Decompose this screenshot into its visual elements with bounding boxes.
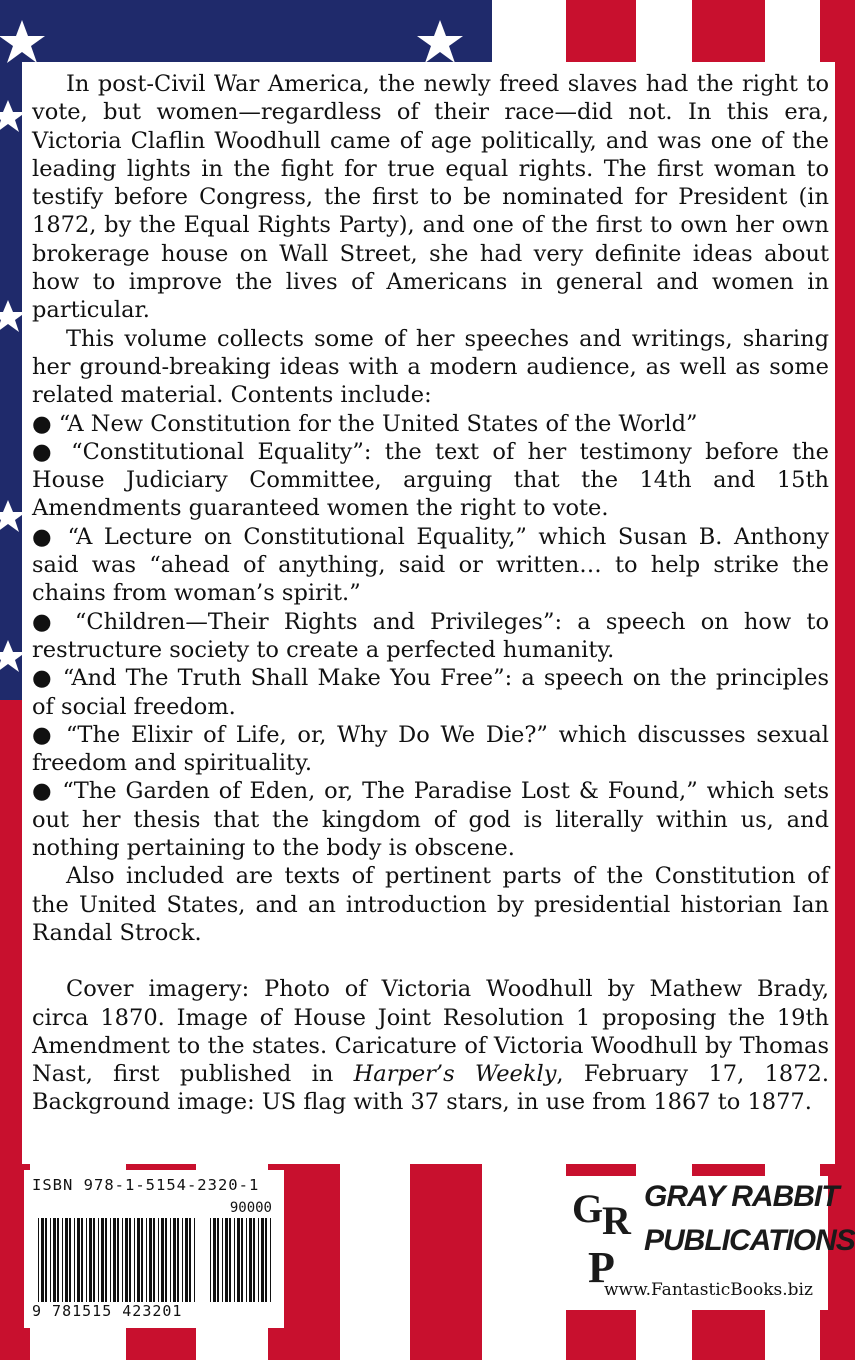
barcode-bar	[129, 1218, 131, 1302]
logo-letter-g: G	[572, 1186, 604, 1231]
barcode-bar	[74, 1218, 75, 1302]
barcode-bar	[110, 1218, 111, 1302]
barcode-bar	[249, 1218, 252, 1302]
magazine-title: Harper’s Weekly	[353, 1061, 557, 1088]
barcode-bar	[229, 1218, 231, 1302]
barcode-bar	[234, 1218, 235, 1302]
barcode-bar	[113, 1218, 116, 1302]
contents-item: ● “Children—Their Rights and Privileges”: a speech on how to restructure society to create a perfected humanity.	[32, 608, 829, 663]
barcode-bar	[225, 1218, 228, 1302]
contents-intro-paragraph: This volume collects some of her speeches and writings, sharing her ground-breaking ideas with a modern audience, as well as some related material. Contents include:	[32, 325, 829, 409]
barcode-bar	[213, 1218, 216, 1302]
barcode-bar	[93, 1218, 95, 1302]
barcode-bar	[77, 1218, 80, 1302]
barcode-digits: 9 781515 423201	[32, 1302, 183, 1320]
cover-credits-paragraph	[32, 975, 829, 1116]
barcode-bar	[141, 1218, 143, 1302]
barcode-addon-bars	[210, 1218, 272, 1302]
barcode-bar	[45, 1218, 47, 1302]
barcode-bar	[101, 1218, 104, 1302]
barcode-bar	[149, 1218, 152, 1302]
also-included-paragraph: Also included are texts of pertinent parts of the Constitution of the United States, and an introduction by presidential historian Ian Randal Strock.	[32, 863, 829, 946]
publisher-logo-block	[566, 1176, 855, 1310]
contents-item: ● “The Garden of Eden, or, The Paradise Lost & Found,” which sets out her thesis that the kingdom of god is literally within us, and nothing pertaining to the body is obscene.	[32, 778, 829, 862]
barcode-bar	[265, 1218, 267, 1302]
barcode-bar	[194, 1218, 195, 1302]
barcode-bar	[153, 1218, 155, 1302]
barcode-bar	[134, 1218, 135, 1302]
contents-item: ● “A New Constitution for the United States of the World”	[32, 410, 698, 437]
logo-letter-r: R	[602, 1198, 631, 1243]
isbn-number: ISBN 978-1-5154-2320-1	[32, 1176, 260, 1194]
barcode-bar	[237, 1218, 240, 1302]
contents-item: ● “The Elixir of Life, or, Why Do We Die?” which discusses sexual freedom and spirituality.	[32, 721, 829, 777]
publisher-website-link[interactable]: www.FantasticBooks.biz	[604, 1280, 813, 1300]
barcode-bar	[86, 1218, 87, 1302]
barcode-bar	[41, 1218, 44, 1302]
barcode-bar	[98, 1218, 99, 1302]
barcode-bar	[117, 1218, 119, 1302]
barcode-bar	[182, 1218, 183, 1302]
contents-item: ● “Constitutional Equality”: the text of her testimony before the House Judiciary Committee, arguing that the 14th and 15th Amendments guaranteed women the right to vote.	[32, 438, 829, 522]
barcode-bar	[53, 1218, 56, 1302]
barcode-bar	[261, 1218, 264, 1302]
barcode-bar	[65, 1218, 68, 1302]
barcode-bar	[165, 1218, 167, 1302]
barcode-bar	[146, 1218, 147, 1302]
logo-letter-p: P	[588, 1243, 615, 1292]
barcode-bar	[185, 1218, 188, 1302]
description-panel	[22, 62, 835, 1164]
barcode-bar	[170, 1218, 171, 1302]
intro-paragraph: In post-Civil War America, the newly freed slaves had the right to vote, but women—regardless of their race—did not. In this era, Victoria Claflin Woodhull came of age politically, and was one of the leading lights in the fight for true equal rights. The first woman to testify before Congress, the first to be nominated for President (in 1872, by the Equal Rights Party), and one of the first to own her own brokerage house on Wall Street, she had very definite ideas about how to improve the lives of Americans in general and women in particular.	[32, 71, 829, 324]
credits-text-end: , February 17, 1872. Background image: US flag with 37 stars, in use from 1867 to 1877.	[32, 1061, 829, 1116]
barcode-bar	[89, 1218, 92, 1302]
spacer	[32, 947, 829, 975]
publisher-name-line2: PUBLICATIONS	[644, 1224, 855, 1257]
barcode-bar	[177, 1218, 179, 1302]
barcode-bar	[69, 1218, 71, 1302]
barcode-bar	[158, 1218, 159, 1302]
barcode-bar	[217, 1218, 219, 1302]
barcode-bar	[125, 1218, 128, 1302]
barcode-bar	[241, 1218, 243, 1302]
barcode-bar	[258, 1218, 259, 1302]
price-code: 90000	[229, 1200, 272, 1216]
contents-item: ● “A Lecture on Constitutional Equality,” which Susan B. Anthony said was “ahead of anything, said or written… to help strike the chains from woman’s spirit.”	[32, 523, 829, 607]
barcode-bar	[38, 1218, 39, 1302]
barcode-bar	[173, 1218, 176, 1302]
barcode-bar	[122, 1218, 123, 1302]
contents-item: ● “And The Truth Shall Make You Free”: a speech on the principles of social freedom.	[32, 665, 829, 720]
barcode-bars	[38, 1218, 198, 1302]
barcode-bar	[81, 1218, 83, 1302]
barcode-bar	[246, 1218, 247, 1302]
barcode-bar	[161, 1218, 164, 1302]
barcode-bar	[137, 1218, 140, 1302]
barcode-bar	[270, 1218, 271, 1302]
barcode-bar	[222, 1218, 223, 1302]
isbn-barcode	[24, 1170, 284, 1328]
barcode-bar	[253, 1218, 255, 1302]
barcode-bar	[105, 1218, 107, 1302]
barcode-bar	[62, 1218, 63, 1302]
barcode-bar	[57, 1218, 59, 1302]
barcode-bar	[210, 1218, 211, 1302]
credits-text: Cover imagery: Photo of Victoria Woodhull by Mathew Brady, circa 1870. Image of House Joint Resolution 1 proposing the 19th Amendment to the states. Caricature of Victoria Woodhull by Thomas Nast, first published in	[32, 976, 829, 1088]
publisher-name-line1: GRAY RABBIT	[644, 1180, 839, 1213]
barcode-bar	[189, 1218, 191, 1302]
rabbit-logo-icon	[570, 1182, 640, 1294]
barcode-bar	[50, 1218, 51, 1302]
